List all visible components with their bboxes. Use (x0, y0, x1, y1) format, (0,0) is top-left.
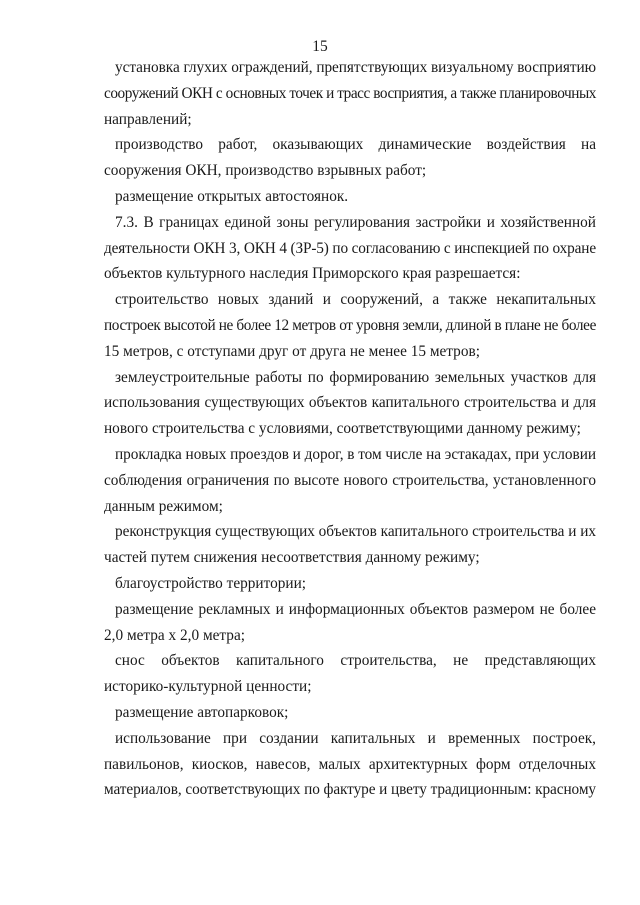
paragraph-first-line: строительство новых зданий и сооружений, а также некапитальных (115, 291, 596, 309)
paragraph-line: сооружений ОКН с основных точек и трасс восприятия, а также планировочных (104, 84, 596, 102)
paragraph-line: 2,0 метра х 2,0 метра; (104, 626, 245, 644)
paragraph-first-line: использование при создании капитальных и временных построек, (115, 729, 596, 747)
paragraph-line: частей путем снижения несоответствия данному режиму; (104, 549, 480, 567)
paragraph-first-line: размещение рекламных и информационных объектов размером не более (115, 600, 596, 618)
paragraph-line: объектов культурного наследия Приморского края разрешается: (104, 265, 521, 283)
paragraph-line: нового строительства с условиями, соответствующими данному режиму; (104, 420, 581, 438)
paragraph-first-line: размещение автопарковок; (115, 704, 289, 721)
paragraph-first-line: размещение открытых автостоянок. (115, 188, 349, 205)
paragraph-first-line: 7.3. В границах единой зоны регулирования застройки и хозяйственной (115, 213, 596, 231)
paragraph-first-line: землеустроительные работы по формированию земельных участков для (115, 368, 596, 386)
paragraph-first-line: снос объектов капитального строительства, не представляющих (115, 652, 596, 670)
paragraph-first-line: реконструкция существующих объектов капитального строительства и их (115, 523, 596, 541)
paragraph-line: деятельности ОКН 3, ОКН 4 (ЗР-5) по согласованию с инспекцией по охране (104, 239, 596, 257)
paragraph-line: построек высотой не более 12 метров от уровня земли, длиной в плане не более (104, 317, 596, 334)
page-number: 15 (312, 38, 328, 55)
paragraph-first-line: производство работ, оказывающих динамические воздействия на (115, 136, 596, 154)
paragraph-line: материалов, соответствующих по фактуре и цвету традиционным: красному (104, 781, 596, 799)
paragraph-first-line: прокладка новых проездов и дорог, в том числе на эстакадах, при условии (115, 446, 596, 463)
paragraph-first-line: установка глухих ограждений, препятствующих визуальному восприятию (115, 59, 596, 76)
paragraph-line: направлений; (104, 110, 192, 128)
paragraph-line: соблюдения ограничения по высоте нового строительства, установленного (104, 471, 596, 489)
paragraph-line: данным режимом; (104, 497, 223, 515)
paragraph-line: историко-культурной ценности; (104, 678, 312, 696)
paragraph-first-line: благоустройство территории; (115, 575, 307, 592)
paragraph-line: павильонов, киосков, навесов, малых архитектурных форм отделочных (104, 755, 596, 773)
paragraph-line: сооружения ОКН, производство взрывных работ; (104, 162, 427, 180)
paragraph-line: использования существующих объектов капитального строительства и для (104, 394, 596, 412)
paragraph-line: 15 метров, с отступами друг от друга не менее 15 метров; (104, 342, 480, 360)
